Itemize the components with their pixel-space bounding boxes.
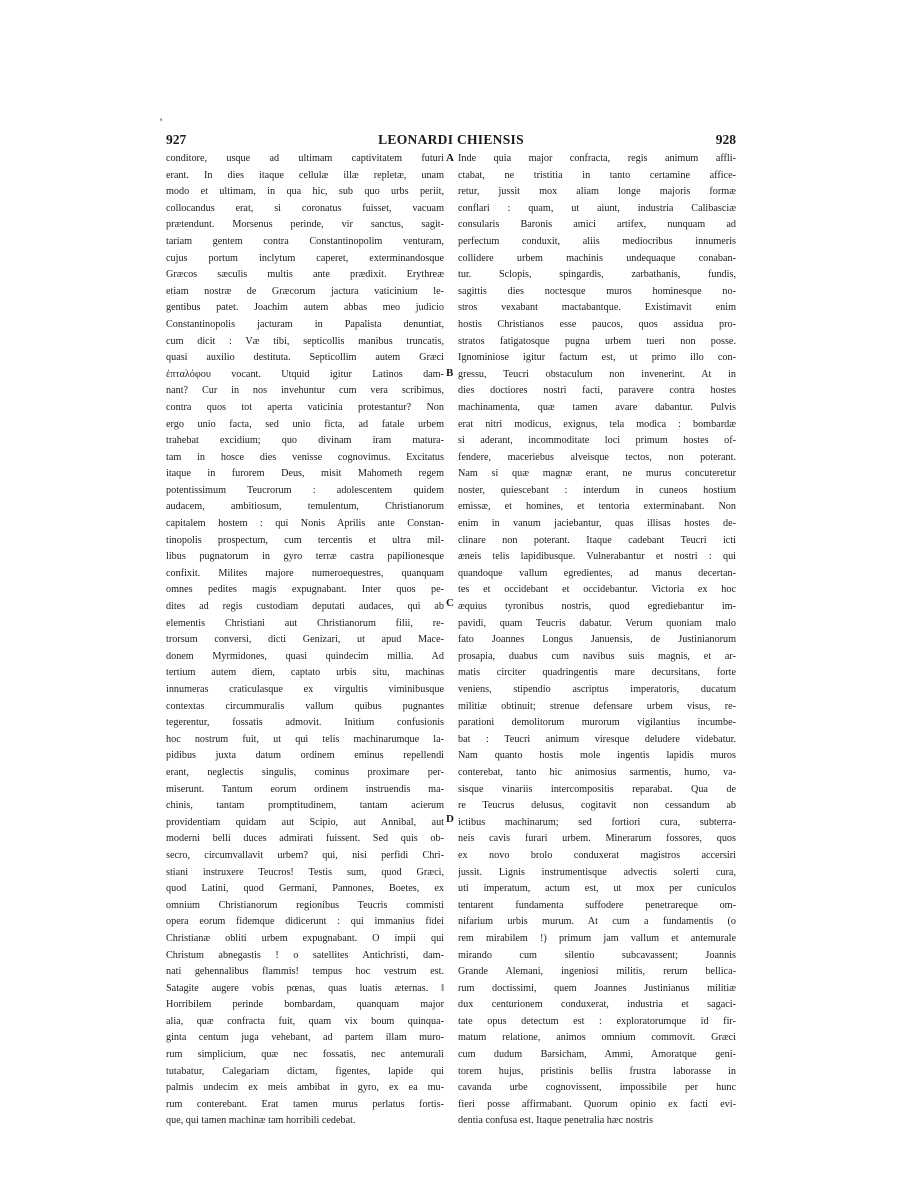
text-line: pidibus juxta datum ordinem eminus repellendi bbox=[166, 750, 444, 762]
text-line: providentiam quidam aut Scipio, aut Annibal, aut bbox=[166, 816, 444, 828]
text-line: dux centurionem conduxerat, industria et sagaci- bbox=[458, 999, 736, 1011]
text-line: nifarium urbis murum. At cum a fundamentis (o bbox=[458, 916, 736, 928]
text-line: retur, jussit mox aliam longe majoris formæ bbox=[458, 186, 736, 198]
text-line: contextas circummuralis vallum quibus pugnantes bbox=[166, 700, 444, 712]
text-line: omnium Christianorum regionibus Teucris commisti bbox=[166, 899, 444, 911]
text-line: donem Myrmidones, quasi quindecim millia. Ad bbox=[166, 650, 444, 662]
text-line: sisque vinariis intercompositis reparabat. Qua de bbox=[458, 783, 736, 795]
text-line: conditore, usque ad ultimam captivitatem futuri bbox=[166, 153, 444, 164]
text-line: Ignominiose igitur factum est, ut primo illo con- bbox=[458, 352, 736, 364]
text-line: tam in hosce dies venisse cognovimus. Excitatus bbox=[166, 451, 444, 463]
text-line: militiæ obtinuit; strenue defensare urbem visus, re- bbox=[458, 700, 736, 712]
text-line: cujus portum inclytum caperet, exterminandosque bbox=[166, 252, 444, 264]
text-line: secro, circumvallavit urbem? qui, nisi perfidi Chri- bbox=[166, 849, 444, 861]
text-line: dites ad regis custodiam deputati audaces, qui ab bbox=[166, 601, 444, 613]
text-line: gressu, Teucri obstaculum non invenerint. At in bbox=[458, 368, 736, 380]
text-line: libus pugnatorum in gyro terræ castra papilionesque bbox=[166, 551, 444, 563]
left-column bbox=[166, 151, 444, 1130]
section-marker-c: C bbox=[446, 597, 454, 609]
text-line: fieri posse affirmabant. Quorum opinio ex facti evi- bbox=[458, 1098, 736, 1110]
text-line: rum conterebant. Erat tamen murus perlatus fortis- bbox=[166, 1098, 444, 1110]
text-line: contra quos tot aperta vaticinia protestantur? Non bbox=[166, 401, 444, 413]
text-line: æquius tyronibus nostris, quod egrediebantur im- bbox=[458, 601, 736, 613]
text-line: Inde quia major confracta, regis animum affli- bbox=[458, 153, 736, 164]
text-line: enim in vanum jaciebantur, quas illisas hostes de- bbox=[458, 518, 736, 530]
text-line: potentissimum Teucrorum : adolescentem quidem bbox=[166, 484, 444, 496]
text-line: dies doctiores nostri facti, paravere contra hostes bbox=[458, 385, 736, 397]
text-line: nant? Cur in nos invehuntur cum vera scribimus, bbox=[166, 385, 444, 397]
text-line: rum simplicium, quæ nec fossatis, nec antemurali bbox=[166, 1049, 444, 1061]
text-line: veniens, stipendio ascriptus imperatoris, ducatum bbox=[458, 684, 736, 695]
text-line: machinamenta, quæ tamen avare dabantur. Pulvis bbox=[458, 401, 736, 413]
text-line: jussit. Lignis instrumentisque advectis solerti cura, bbox=[458, 866, 736, 878]
text-line: chinis, tantam promptitudinem, tantam acierum bbox=[166, 800, 444, 812]
text-line: Horribilem perinde bombardam, quanquam major bbox=[166, 999, 444, 1011]
text-line: miserunt. Tantum eorum ordinem instruendis ma- bbox=[166, 783, 444, 795]
text-line: collocandus erat, si coronatus fuisset, vacuam bbox=[166, 202, 444, 214]
text-line: conflari : quam, ut aiunt, industria Calibasciæ bbox=[458, 202, 736, 214]
text-line: tur. Sclopis, spingardis, zarbathanis, fundis, bbox=[458, 269, 736, 281]
text-line: quasi auxilio destituta. Septicollim autem Græci bbox=[166, 352, 444, 364]
text-line: tariam gentem contra Constantinopolim venturam, bbox=[166, 235, 444, 247]
text-line: pavidi, quam Teucris dabatur. Verum quoniam malo bbox=[458, 617, 736, 629]
text-line: cum dicit : Væ tibi, septicollis manibus truncatis, bbox=[166, 335, 444, 347]
text-line: prætendunt. Morsenus perinde, vir sanctus, sagit- bbox=[166, 219, 444, 231]
text-line: trahebat excidium; quo divinam iram matura- bbox=[166, 435, 444, 447]
text-line: tegerentur, fossatis admovit. Initium confusionis bbox=[166, 717, 444, 729]
text-line: emissæ, et homines, et tentoria exterminabant. Non bbox=[458, 501, 736, 513]
text-line: dentia confusa est. Itaque penetralia hæc nostris bbox=[458, 1115, 653, 1127]
text-line: rem mirabilem !) primum jam vallum et antemurale bbox=[458, 932, 736, 944]
text-line: ginta centum juga vehebant, ad partem illam muro- bbox=[166, 1032, 444, 1044]
text-line: prosapia, duabus cum navibus suis magnis, et ar- bbox=[458, 650, 736, 662]
text-line: Nam quanto hostis mole ingentis lapidis muros bbox=[458, 750, 736, 762]
text-line: sagittis dies noctesque muros hominesque no- bbox=[458, 285, 736, 297]
top-mark: ' bbox=[160, 115, 163, 129]
running-header bbox=[166, 132, 736, 150]
text-line: capitalem hostem : qui Nonis Aprilis ante Constan- bbox=[166, 518, 444, 530]
page-number-left: 927 bbox=[166, 132, 187, 147]
text-line: erant. In dies itaque cellulæ illæ repletæ, unam bbox=[166, 169, 444, 181]
text-line: ergo unio facta, sed unio ficta, ad fatale urbem bbox=[166, 418, 444, 430]
section-marker-b: B bbox=[446, 367, 454, 379]
text-line: tutabatur, Calegariam dictam, figentes, lapide qui bbox=[166, 1065, 444, 1077]
text-line: ἑπταλόφου vocant. Utquid igitur Latinos dam- bbox=[166, 368, 444, 380]
running-title: LEONARDI CHIENSIS bbox=[378, 132, 524, 147]
text-line: conterebat, tanto hic animosius sarmentis, humo, va- bbox=[458, 766, 736, 778]
text-line: parationi demolitorum murorum vigilantius incumbe- bbox=[458, 717, 736, 729]
text-line: moderni belli duces admirati fuissent. Sed quis ob- bbox=[166, 833, 444, 845]
text-line: re Teucrus delusus, cogitavit non cessandum ab bbox=[458, 800, 736, 812]
text-line: ex novo brolo conduxerat magistros accersiri bbox=[458, 849, 736, 861]
text-line: neis cavis furari urbem. Minerarum fossores, quos bbox=[458, 833, 736, 845]
text-line: cavanda urbe cognovissent, impossibile per hunc bbox=[458, 1082, 736, 1094]
text-line: erant, neglectis singulis, cominus proximare per- bbox=[166, 766, 444, 778]
text-line: innumeras craticulasque ex virgultis viminibusque bbox=[166, 684, 444, 695]
text-line: collidere urbem machinis undequaque conaban- bbox=[458, 252, 736, 264]
text-line: Græcos sæculis multis ante prædixit. Erythreæ bbox=[166, 269, 444, 281]
text-line: rum doctissimi, quem Joannes Justinianus militiæ bbox=[458, 982, 736, 994]
text-line: hoc nostrum fuit, ut qui telis machinarumque la- bbox=[166, 733, 444, 745]
text-line: alia, quæ confracta fuit, quam vix boum quinqua- bbox=[166, 1015, 444, 1027]
text-line: opera eorum fidemque didicerunt : qui immanius fidei bbox=[166, 916, 444, 928]
text-line: fendere, maceriebus alveisque tectos, non poterant. bbox=[458, 451, 736, 463]
text-line: matum relatione, animos omnium commovit. Græci bbox=[458, 1032, 736, 1044]
text-line: trorsum conversi, dicti Genizari, ut apud Mace- bbox=[166, 634, 444, 646]
text-line: consularis Baronis amici artifex, nunquam ad bbox=[458, 219, 736, 231]
text-line: audacem, ambitiosum, temulentum, Christianorum bbox=[166, 501, 444, 513]
text-line: omnes pedites magis expugnabant. Inter quos pe- bbox=[166, 584, 444, 596]
text-line: tate opus detectum est : exploratorumque id fir- bbox=[458, 1015, 736, 1027]
text-line: Constantinopolis jacturam in Papalista denuntiat, bbox=[166, 318, 444, 330]
text-line: æneis telis lapidibusque. Vulnerabantur et nostri : qui bbox=[458, 551, 736, 563]
text-line: uti imperatum, actum est, ut mox per cuniculos bbox=[458, 883, 736, 895]
text-line: matis circiter quadringentis mare decursitans, forte bbox=[458, 667, 736, 679]
text-line: modo et ultimam, in qua hic, sub quo urbs periit, bbox=[166, 186, 444, 198]
right-column bbox=[458, 151, 736, 1130]
text-line: tentarent fundamenta suffodere penetrareque om- bbox=[458, 899, 736, 911]
text-line: palmis undecim ex meis ambibat in gyro, ex ea mu- bbox=[166, 1082, 444, 1094]
text-line: mirando cum silentio subcavassent; Joannis bbox=[458, 949, 736, 961]
text-line: nati gehennalibus flammis! tempus hoc vestrum est. bbox=[166, 966, 444, 978]
text-line: bat : Teucri animum viresque deludere videbatur. bbox=[458, 733, 736, 745]
text-line: tinopolis prospectum, cum tercentis et ultra mil- bbox=[166, 534, 444, 546]
text-line: quod Latini, quod Germani, Pannones, Boetes, ex bbox=[166, 883, 444, 895]
text-line: hostis Christianos esse paucos, quos assidua pro- bbox=[458, 318, 736, 330]
text-line: tertium autem diem, captato urbis situ, machinas bbox=[166, 667, 444, 679]
text-line: confixit. Milites majore numeroequestres, quanquam bbox=[166, 567, 444, 579]
text-line: erat nitri modicus, exignus, tela modica : bombardæ bbox=[458, 418, 736, 430]
text-line: Christianæ obliti urbem expugnabant. O impii qui bbox=[166, 932, 444, 944]
text-line: gentibus patet. Joachim autem abbas meo judicio bbox=[166, 302, 444, 314]
page-number-right: 928 bbox=[715, 132, 736, 147]
text-line: elementis Christiani aut Christianorum filii, re- bbox=[166, 617, 444, 629]
text-line: clinare non poterant. Itaque cadebant Teucri icti bbox=[458, 534, 736, 546]
section-marker-d: D bbox=[446, 813, 454, 825]
text-line: fato Joannes Longus Januensis, de Justinianorum bbox=[458, 634, 736, 646]
text-line: itaque in furorem Deus, misit Mahometh regem bbox=[166, 468, 444, 480]
text-line: Satagite augere vobis pœnas, quas luatis æternas. ‖ bbox=[166, 982, 444, 994]
text-line: stiani instruxere Teucros! Testis sum, quod Græci, bbox=[166, 866, 444, 878]
text-line: que, qui tamen machinæ tam horribili cedebat. bbox=[166, 1115, 356, 1127]
text-line: Christum abnegastis ! o satellites Antichristi, dam- bbox=[166, 949, 444, 961]
text-line: tes et occidebant et occidebantur. Victoria ex hoc bbox=[458, 584, 736, 596]
text-line: noster, quiescebant : interdum in cuneos hostium bbox=[458, 484, 736, 496]
text-line: cum dudum Barsicham, Ammi, Amoratque geni- bbox=[458, 1049, 736, 1061]
text-line: ctabat, ne tristitia in tanto certamine affice- bbox=[458, 169, 736, 181]
text-line: torem hujus, pristinis bellis frustra laborasse in bbox=[458, 1065, 736, 1077]
text-line: stratos fatigatosque pugna urbem tueri non posse. bbox=[458, 335, 736, 347]
text-line: quandoque vallum egredientes, ad manus decertan- bbox=[458, 567, 736, 579]
text-line: ictibus machinarum; sed fortiori cura, subterra- bbox=[458, 816, 736, 828]
text-line: etiam nostræ de Græcorum jactura vaticinium le- bbox=[166, 285, 444, 297]
text-line: Nam si quæ magnæ erant, ne murus concuteretur bbox=[458, 468, 736, 480]
text-line: stros vexabant mactabantque. Existimavit enim bbox=[458, 302, 736, 314]
text-line: perfectum conduxit, aliis mediocribus innumeris bbox=[458, 235, 736, 247]
text-line: si aderant, incommoditate loci primum hostes of- bbox=[458, 435, 736, 447]
section-marker-a: A bbox=[446, 152, 454, 164]
text-line: Grande Alemani, ingeniosi militis, rerum bellica- bbox=[458, 966, 736, 978]
